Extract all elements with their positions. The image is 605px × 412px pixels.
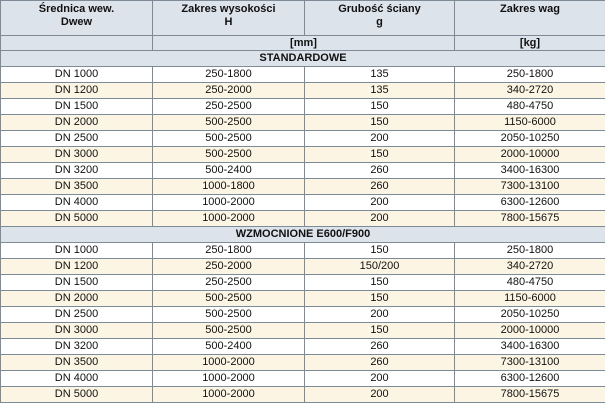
cell-height-range: 1000-2000: [153, 355, 305, 371]
header-wall-thickness: [305, 1, 455, 36]
cell-wall-thickness: 150/200: [305, 259, 455, 275]
cell-wall-thickness: 200: [305, 307, 455, 323]
cell-wall-thickness: 150: [305, 291, 455, 307]
cell-wall-thickness: 150: [305, 323, 455, 339]
header-symbol: H: [224, 16, 233, 28]
cell-weight-range: 7800-15675: [455, 211, 605, 227]
cell-height-range: 500-2500: [153, 307, 305, 323]
table-body: [1, 51, 605, 403]
cell-wall-thickness: 200: [305, 371, 455, 387]
section-title: WZMOCNIONE E600/F900: [1, 227, 605, 243]
cell-weight-range: 2000-10000: [455, 323, 605, 339]
table-row: [1, 211, 605, 227]
cell-height-range: 250-2500: [153, 275, 305, 291]
cell-wall-thickness: 200: [305, 387, 455, 403]
cell-weight-range: 250-1800: [455, 243, 605, 259]
cell-wall-thickness: 260: [305, 339, 455, 355]
header-label: Zakres wag: [500, 3, 560, 15]
cell-wall-thickness: 260: [305, 163, 455, 179]
table-row: [1, 323, 605, 339]
cell-wall-thickness: 200: [305, 195, 455, 211]
cell-diameter: DN 2000: [1, 115, 153, 131]
cell-diameter: DN 1500: [1, 99, 153, 115]
cell-wall-thickness: 200: [305, 211, 455, 227]
header-label: Grubość ściany: [338, 3, 421, 15]
cell-height-range: 500-2500: [153, 131, 305, 147]
units-mm: [mm]: [153, 36, 455, 51]
units-blank: [1, 36, 153, 51]
cell-diameter: DN 1200: [1, 83, 153, 99]
cell-wall-thickness: 150: [305, 275, 455, 291]
cell-diameter: DN 2500: [1, 131, 153, 147]
cell-height-range: 1000-2000: [153, 211, 305, 227]
cell-height-range: 500-2500: [153, 323, 305, 339]
cell-diameter: DN 4000: [1, 371, 153, 387]
header-row: [1, 1, 605, 36]
table-row: [1, 275, 605, 291]
table-row: [1, 67, 605, 83]
cell-wall-thickness: 260: [305, 355, 455, 371]
cell-height-range: 1000-2000: [153, 371, 305, 387]
cell-height-range: 250-2000: [153, 259, 305, 275]
cell-weight-range: 7300-13100: [455, 355, 605, 371]
cell-weight-range: 250-1800: [455, 67, 605, 83]
cell-wall-thickness: 135: [305, 67, 455, 83]
cell-weight-range: 3400-16300: [455, 339, 605, 355]
cell-wall-thickness: 200: [305, 131, 455, 147]
cell-weight-range: 1150-6000: [455, 291, 605, 307]
table-row: [1, 259, 605, 275]
header-inner-diameter: [1, 1, 153, 36]
header-label: Zakres wysokości: [181, 3, 276, 15]
cell-diameter: DN 3200: [1, 339, 153, 355]
cell-diameter: DN 3500: [1, 355, 153, 371]
cell-diameter: DN 1000: [1, 243, 153, 259]
cell-height-range: 500-2400: [153, 339, 305, 355]
table-row: [1, 163, 605, 179]
table-row: [1, 115, 605, 131]
cell-diameter: DN 1200: [1, 259, 153, 275]
cell-wall-thickness: 150: [305, 147, 455, 163]
cell-diameter: DN 5000: [1, 211, 153, 227]
cell-height-range: 500-2500: [153, 115, 305, 131]
cell-height-range: 1000-2000: [153, 387, 305, 403]
table-row: [1, 355, 605, 371]
section-title: STANDARDOWE: [1, 51, 605, 67]
cell-weight-range: 480-4750: [455, 275, 605, 291]
table-row: [1, 291, 605, 307]
header-label: Średnica wew.: [38, 3, 115, 15]
cell-height-range: 500-2500: [153, 147, 305, 163]
cell-height-range: 1000-1800: [153, 179, 305, 195]
cell-height-range: 250-2500: [153, 99, 305, 115]
cell-diameter: DN 5000: [1, 387, 153, 403]
header-symbol: Dwew: [60, 16, 93, 28]
cell-weight-range: 6300-12600: [455, 371, 605, 387]
section-header-row: [1, 227, 605, 243]
table-row: [1, 131, 605, 147]
section-header-row: [1, 51, 605, 67]
cell-weight-range: 7800-15675: [455, 387, 605, 403]
table-row: [1, 243, 605, 259]
cell-height-range: 250-1800: [153, 67, 305, 83]
cell-wall-thickness: 150: [305, 99, 455, 115]
cell-diameter: DN 3000: [1, 147, 153, 163]
cell-height-range: 250-2000: [153, 83, 305, 99]
table-row: [1, 339, 605, 355]
cell-height-range: 500-2400: [153, 163, 305, 179]
cell-weight-range: 7300-13100: [455, 179, 605, 195]
cell-height-range: 250-1800: [153, 243, 305, 259]
table-row: [1, 307, 605, 323]
cell-diameter: DN 1500: [1, 275, 153, 291]
cell-weight-range: 2050-10250: [455, 131, 605, 147]
cell-weight-range: 6300-12600: [455, 195, 605, 211]
header-symbol: g: [376, 16, 383, 28]
table-row: [1, 99, 605, 115]
cell-weight-range: 480-4750: [455, 99, 605, 115]
table-row: [1, 147, 605, 163]
cell-weight-range: 2000-10000: [455, 147, 605, 163]
cell-wall-thickness: 260: [305, 179, 455, 195]
units-kg: [kg]: [455, 36, 605, 51]
table-row: [1, 371, 605, 387]
cell-diameter: DN 2500: [1, 307, 153, 323]
cell-diameter: DN 2000: [1, 291, 153, 307]
cell-weight-range: 3400-16300: [455, 163, 605, 179]
table-row: [1, 179, 605, 195]
cell-diameter: DN 3200: [1, 163, 153, 179]
cell-height-range: 500-2500: [153, 291, 305, 307]
cell-diameter: DN 1000: [1, 67, 153, 83]
units-row: [1, 36, 605, 51]
cell-weight-range: 1150-6000: [455, 115, 605, 131]
cell-wall-thickness: 150: [305, 243, 455, 259]
cell-diameter: DN 3000: [1, 323, 153, 339]
header-height-range: [153, 1, 305, 36]
cell-diameter: DN 3500: [1, 179, 153, 195]
cell-diameter: DN 4000: [1, 195, 153, 211]
cell-wall-thickness: 135: [305, 83, 455, 99]
cell-wall-thickness: 150: [305, 115, 455, 131]
cell-weight-range: 2050-10250: [455, 307, 605, 323]
cell-height-range: 1000-2000: [153, 195, 305, 211]
cell-weight-range: 340-2720: [455, 83, 605, 99]
table-row: [1, 83, 605, 99]
header-weight-range: [455, 1, 605, 36]
table-row: [1, 387, 605, 403]
cell-weight-range: 340-2720: [455, 259, 605, 275]
table-row: [1, 195, 605, 211]
